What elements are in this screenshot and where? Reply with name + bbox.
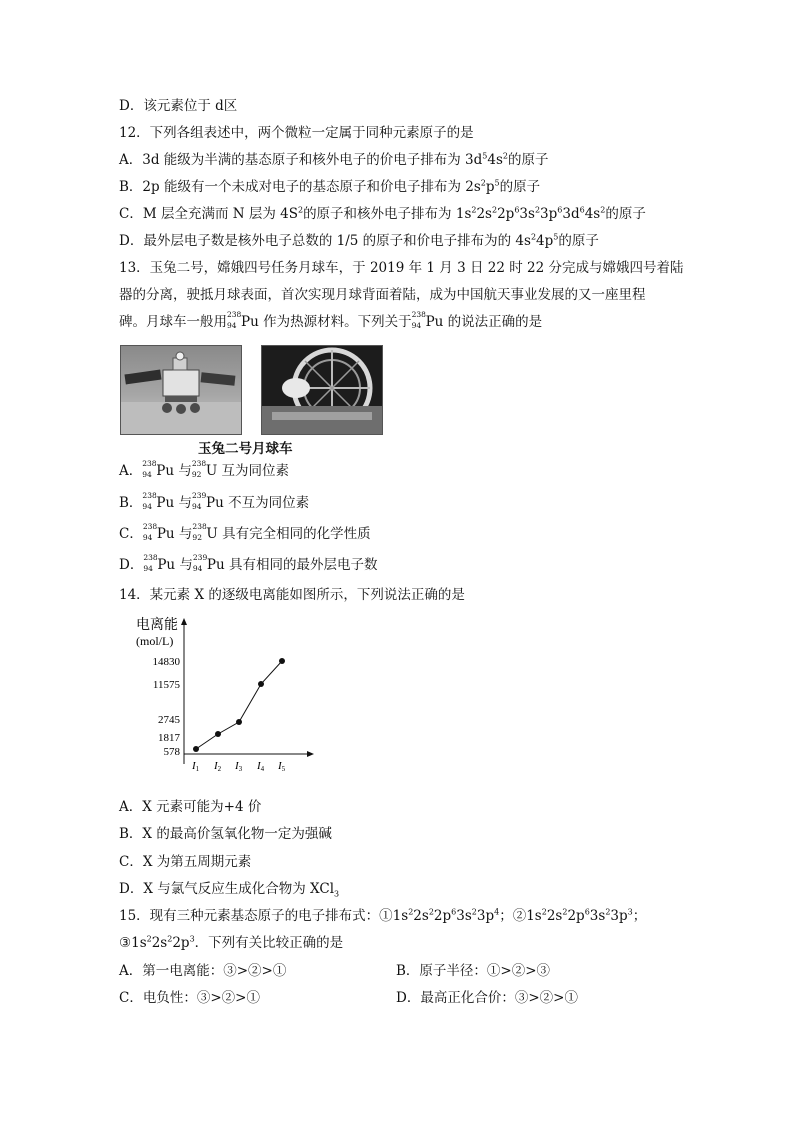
data-point [279,658,285,664]
q12-option-a: A．3d 能级为半满的基态原子和核外电子的价电子排布为 $3d^54s^2$的原子 [119,151,549,168]
q11-option-d: D．该元素位于 d区 [119,98,238,114]
superscript: 2 [408,907,414,917]
superscript: 6 [584,907,590,917]
q15-stem-line2: $③1s^22s^22p^3$．下列有关比较正确的是 [119,934,344,951]
q12-option-d: D．最外层电子数是核外电子总数的 1/5 的原子和价电子排布为的 $4s^24p^5$的原子 [119,232,599,249]
rover-photo-right [261,345,383,435]
q15-option-b: B．原子半径：①>②>③ [396,963,551,979]
y-axis-arrow [181,618,187,625]
x-tick-label: I4 [257,760,265,773]
superscript: 2 [146,934,152,944]
chart-yunit: (mol/L) [136,634,174,648]
superscript: 3 [627,907,633,917]
superscript: 6 [451,907,457,917]
q13-option-b: B． 238 94 Pu 与 239 94 Pu 不互为同位素 [119,491,310,511]
superscript: 2 [541,907,547,917]
superscript: 2 [492,205,498,215]
q15-stem-line1: 15．现有三种元素基态原子的电子排布式：$①1s^22s^22p^63s^23p^4$；$②1s^22s^22p^63s^23p^3$； [119,907,647,924]
superscript: 2 [471,205,477,215]
pu-238-isotope: 238 94 [411,310,426,330]
superscript: 6 [579,205,585,215]
data-point [258,681,264,687]
q14-stem: 14．某元素 X 的逐级电离能如图所示，下列说法正确的是 [119,587,465,603]
electron-configuration: $^22s^22p^63s^23p^63d^64s^2$ [471,205,606,222]
x-tick-label: I1 [192,760,200,773]
q14-option-c: C．X 为第五周期元素 [119,854,252,870]
data-point [236,719,242,725]
rover-photo-left [120,345,242,435]
electron-configuration-3: $^22s^22p^3$．下列有关比较正确的是 [146,934,344,951]
superscript: 2 [167,934,173,944]
superscript: 2 [471,907,477,917]
q13-option-c: C． 238 94 Pu 与 238 92 U 具有完全相同的化学性质 [119,522,371,542]
data-point [193,746,199,752]
x-tick-label: I2 [214,760,222,773]
electron-configuration-1: $^22s^22p^63s^23p^4$；②1s [408,907,542,924]
y-tick-label: 11575 [152,679,180,691]
q15-option-c: C．电负性：③>②>① [119,990,260,1006]
q14-option-a: A．X 元素可能为+4 价 [119,799,262,815]
superscript: 4 [494,907,500,917]
q13-option-d: D． 238 94 Pu 与 239 94 Pu 具有相同的最外层电子数 [119,553,378,573]
ionization-energy-chart [128,614,328,774]
q12-option-c: C．M 层全充满而 N 层为 $4S^2$的原子和核外电子排布为 $1s^22s^22p^63s^23p^63d^64s^2$的原子 [119,205,646,222]
superscript: 2 [605,907,611,917]
superscript: 6 [557,205,563,215]
photo-caption: 玉兔二号月球车 [198,441,293,457]
q13-stem-line2: 器的分离，驶抵月球表面，首次实现月球背面着陆，成为中国航天事业发展的又一座里程 [119,287,646,303]
series-line [196,661,282,749]
pu-238-isotope: 238 94 [227,310,242,330]
x-tick-label: I3 [235,760,243,773]
q12-option-b: B．2p 能级有一个未成对电子的基态原子和价电子排布为 $2s^2p^5$的原子 [119,178,541,195]
q13-option-a: A． 238 94 Pu 与 238 92 U 互为同位素 [119,459,289,479]
superscript: 2 [428,907,434,917]
y-tick-label: 2745 [158,714,180,726]
y-tick-label: 14830 [152,656,180,668]
x-axis-arrow [307,751,314,757]
superscript: 6 [514,205,520,215]
q13-stem-line1: 13．玉兔二号，嫦娥四号任务月球车，于 2019 年 1 月 3 日 22 时 22 分完成与嫦娥四号着陆 [119,260,684,276]
electron-configuration-2: $^22s^22p^63s^23p^3$； [541,907,647,924]
q12-stem: 12．下列各组表述中，两个微粒一定属于同种元素原子的是 [119,125,474,141]
y-tick-label: 578 [163,746,180,758]
q15-option-d: D．最高正化合价：③>②>① [396,990,578,1006]
y-tick-label: 1817 [158,732,180,744]
q15-option-a: A．第一电离能：③>②>① [119,963,287,979]
q14-option-d: D．X 与氯气反应生成化合物为 XCl$_3$ [119,881,340,899]
q14-option-b: B．X 的最高价氢氧化物一定为强碱 [119,826,332,842]
superscript: 2 [562,907,568,917]
superscript: 2 [600,205,606,215]
superscript: 2 [534,205,541,215]
q13-stem-line3: 碑。月球车一般用 238 94 Pu 作为热源材料。下列关于 238 94 Pu 的说法正确的是 [119,310,543,330]
x-tick-label: I5 [278,760,286,773]
data-point [215,731,221,737]
chart-ylabel: 电离能 [136,618,178,633]
superscript: 3 [189,934,195,944]
